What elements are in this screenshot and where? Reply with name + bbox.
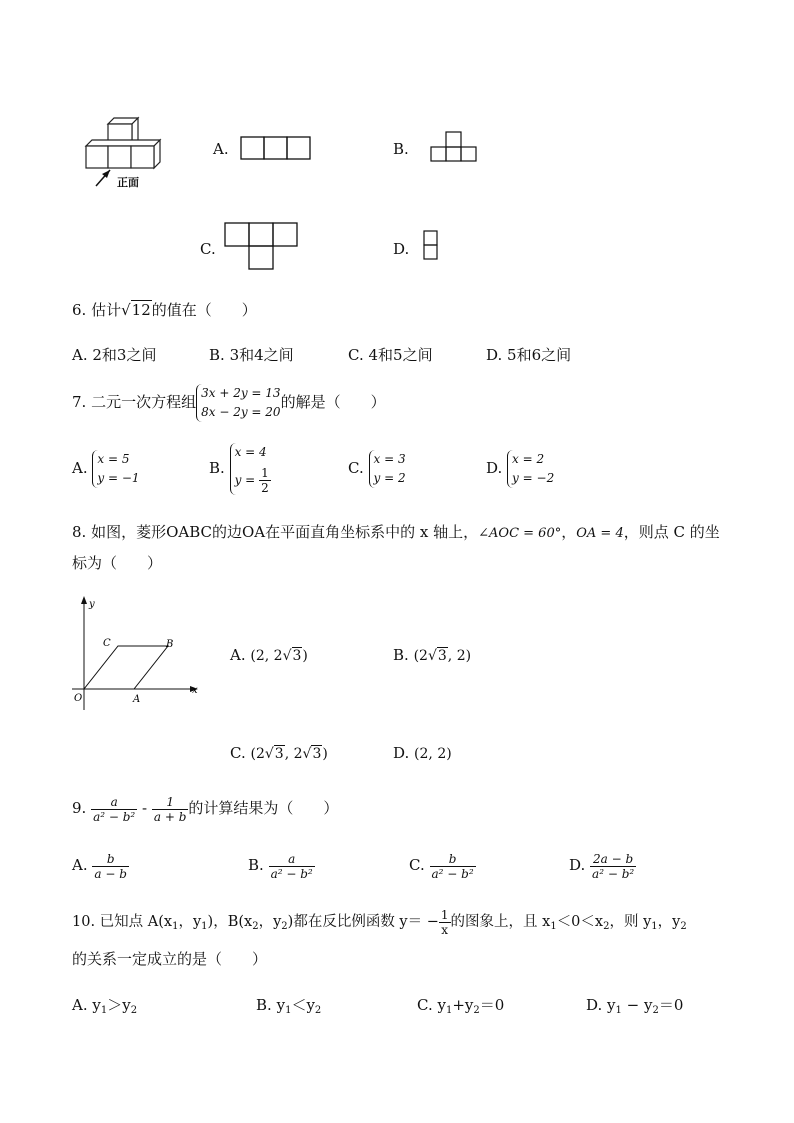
q5-option-d-letter[interactable]: D. — [393, 240, 410, 258]
q5-option-b-letter[interactable]: B. — [393, 140, 409, 158]
front-label: 正面 — [117, 176, 139, 189]
q6-option-b[interactable]: B. 3和4之间 — [209, 346, 294, 364]
q7-option-b[interactable]: B. x = 4 y = $\frac{1}{2}$ — [209, 445, 269, 495]
q7-option-c[interactable]: C. x = 3 y = 2 — [348, 448, 406, 488]
q6-option-c[interactable]: C. 4和5之间 — [348, 346, 433, 364]
q9-option-a[interactable]: A. $\frac{b}{a - b}$ — [72, 851, 127, 881]
q10-stem-line1: 10. 已知点 $A(x_1$，$y_1$)，$B(x_2$，$y_2$)都在反比例函数 y＝ − $\frac{1}{x}$ 的图象上，且 $x_1<0<x_2$，则 $y_1$，$y_2$ — [72, 907, 687, 937]
q6-stem: 6. 估计√12的值在（ ） — [72, 301, 257, 319]
q9-option-c[interactable]: C. $\frac{b}{\text{a² − b²}}$ — [409, 851, 474, 881]
fig-label-y: y — [89, 599, 95, 610]
fig-label-c: C — [103, 638, 111, 649]
q5-option-a-figure — [240, 136, 312, 160]
q8-option-a[interactable]: A. (2, 2√3) — [230, 646, 308, 664]
q10-option-d[interactable]: D. $y_1 - y_2=0$ — [586, 996, 684, 1016]
q5-option-c-letter[interactable]: C. — [200, 240, 216, 258]
q8-rhombus-figure — [70, 598, 205, 710]
q5-option-a-letter[interactable]: A. — [213, 140, 229, 158]
q9-option-d[interactable]: D. $\frac{2a - b}{\text{a² − b²}}$ — [569, 851, 635, 881]
fig-label-a: A — [133, 694, 141, 705]
fig-label-o: O — [74, 693, 83, 704]
q5-option-c-figure — [224, 222, 298, 270]
q8-option-c[interactable]: C. (2√3, 2√3) — [230, 744, 328, 762]
q7-option-d[interactable]: D. x = 2 y = −2 — [486, 448, 554, 488]
q9-option-b[interactable]: B. $\frac{a}{\text{a² − b²}}$ — [248, 851, 313, 881]
q8-option-d[interactable]: D. (2, 2) — [393, 744, 452, 762]
fig-label-x: x — [192, 685, 198, 696]
q7-system: 3x + 2y = 13 8x − 2y = 20 — [196, 384, 280, 422]
fig-label-b: B — [166, 639, 174, 650]
q8-stem-line2: 标为（ ） — [72, 554, 163, 572]
q7-option-a[interactable]: A. x = 5 y = −1 — [72, 448, 140, 488]
q5-option-b-figure — [430, 131, 478, 163]
q6-radicand: 12 — [131, 301, 151, 319]
q10-option-b[interactable]: B. $y_1<y_2$ — [256, 996, 322, 1016]
q6-option-a[interactable]: A. 2和3之间 — [72, 346, 157, 364]
q6-option-d[interactable]: D. 5和6之间 — [486, 346, 572, 364]
q10-option-a[interactable]: A. $y_1>y_2$ — [72, 996, 138, 1016]
q10-stem-line2: 的关系一定成立的是（ ） — [72, 950, 268, 968]
q7-stem: 7. 二元一次方程组 3x + 2y = 13 8x − 2y = 20 的解是（ ） — [72, 382, 386, 422]
q8-option-b[interactable]: B. (2√3, 2) — [393, 646, 472, 664]
q10-option-c[interactable]: C. $y_1+y_2=0$ — [417, 996, 505, 1016]
q8-stem-line1: 8. 如图，菱形OABC的边OA在平面直角坐标系中的 x 轴上，∠AOC = 60°，OA = 4，则点 C 的坐 — [72, 523, 720, 541]
q9-stem: 9. $\frac{a}{\text{a² − b²}}$ - $\frac{1}{a + b}$ 的计算结果为（ ） — [72, 794, 339, 824]
q5-option-d-figure — [423, 230, 439, 262]
